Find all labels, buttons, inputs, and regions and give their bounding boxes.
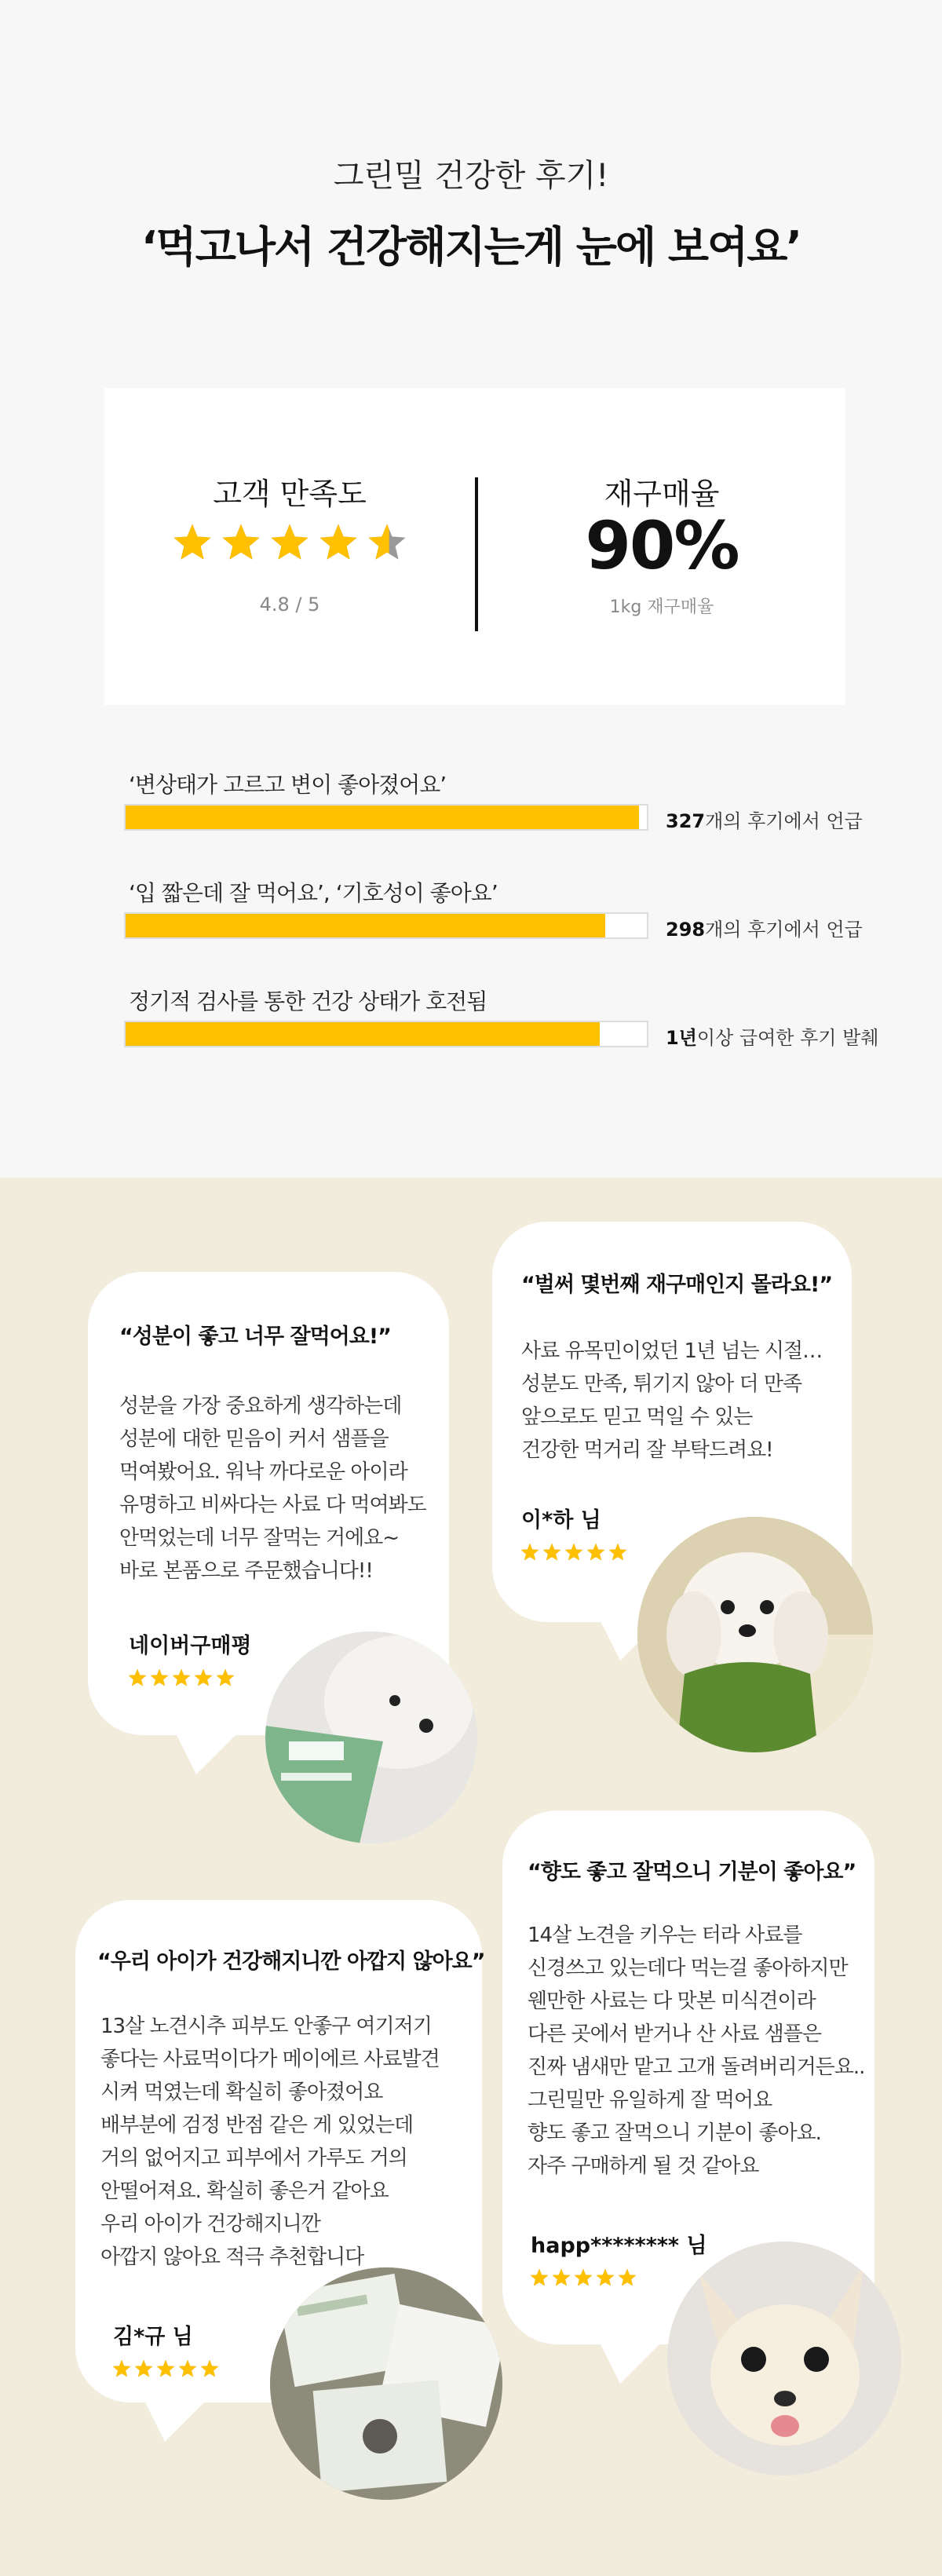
- mention-note: [666, 914, 863, 941]
- mention-note: [666, 1022, 878, 1050]
- mention-count: 1년: [666, 1027, 697, 1049]
- star-icon: [133, 2359, 154, 2379]
- star-icon: [542, 1542, 562, 1562]
- mention-fill: [126, 806, 639, 829]
- review-line: 아깝지 않아요 적극 추천합니다: [100, 2245, 364, 2269]
- rating-value: 4.8 / 5: [259, 594, 320, 616]
- review-line: 진짜 냄새만 맡고 고개 돌려버리거든요..: [528, 2055, 865, 2079]
- review-line: 건강한 먹거리 잘 부탁드려요!: [521, 1438, 773, 1462]
- star-icon: [177, 2359, 198, 2379]
- review-line: 웬만한 사료는 다 맛본 미식견이라: [528, 1990, 816, 2013]
- mention-note-text: 개의 후기에서 언급: [705, 919, 863, 941]
- review-stars: [111, 2359, 220, 2379]
- review-line: 앞으로도 믿고 먹일 수 있는: [521, 1405, 753, 1429]
- mention-fill: [126, 914, 605, 937]
- food-sample-packs-photo: [270, 2267, 502, 2500]
- mention-note-text: 이상 급여한 후기 발췌: [696, 1027, 879, 1049]
- star-icon: [573, 2267, 593, 2288]
- review-author: 이*하 님: [521, 1508, 601, 1533]
- review-author: 네이버구매평: [129, 1634, 252, 1658]
- star-icon: [193, 1668, 214, 1688]
- section-headline: ‘먹고나서 건강해지는게 눈에 보여요’: [141, 222, 801, 272]
- review-line: 다른 곳에서 받거나 산 사료 샘플은: [528, 2022, 821, 2046]
- mention-track: [124, 1021, 648, 1047]
- star-icon: [529, 2267, 550, 2288]
- star-icon: [617, 2267, 637, 2288]
- review-title: “우리 아이가 건강해지니깐 아깝지 않아요”: [97, 1949, 485, 1974]
- star-icon: [520, 1542, 540, 1562]
- review-line: 배부분에 검정 반점 같은 게 있었는데: [100, 2114, 414, 2137]
- maltese-dog-photo: [637, 1517, 873, 1752]
- review-line: 14살 노견을 키우는 터라 사료를: [528, 1924, 802, 1947]
- star-icon: [155, 2359, 176, 2379]
- review-body: [521, 1335, 822, 1467]
- review-stars: [127, 1668, 236, 1688]
- review-stars: [520, 1542, 628, 1562]
- review-line: 거의 없어지고 피부에서 가루도 거의: [100, 2147, 407, 2170]
- star-icon: [220, 521, 262, 564]
- mention-track: [124, 804, 648, 831]
- star-icon: [564, 1542, 584, 1562]
- satisfaction-stars: [104, 521, 475, 564]
- dog-with-food-bag-photo: [265, 1631, 477, 1843]
- repurchase-value: 90%: [585, 507, 739, 584]
- star-icon: [586, 1542, 606, 1562]
- review-line: 바로 본품으로 주문했습니다!!: [119, 1559, 373, 1583]
- mention-note-text: 개의 후기에서 언급: [705, 810, 863, 832]
- review-author: happ******** 님: [531, 2234, 707, 2258]
- review-author: 김*규 님: [113, 2325, 193, 2349]
- mention-fill: [126, 1022, 600, 1046]
- review-body: [100, 2010, 440, 2274]
- star-icon: [171, 521, 214, 564]
- review-body: [528, 1919, 864, 2183]
- review-line: 신경쓰고 있는데다 먹는걸 좋아하지만: [528, 1957, 848, 1980]
- mention-track: [124, 912, 648, 939]
- review-line: 먹여봤어요. 워낙 까다로운 아이라: [119, 1460, 407, 1484]
- star-icon: [171, 1668, 192, 1688]
- bubble-tail: [597, 2337, 667, 2384]
- mention-label: ‘입 짧은데 잘 먹어요’, ‘기호성이 좋아요’: [129, 880, 498, 906]
- mention-bar: [124, 876, 863, 941]
- review-line: 성분에 대한 믿음이 커서 샘플을: [119, 1427, 389, 1451]
- bubble-tail: [173, 1727, 243, 1774]
- mention-note: [666, 806, 863, 833]
- star-icon: [215, 1668, 236, 1688]
- review-title: “향도 좋고 잘먹으니 기분이 좋아요”: [528, 1860, 856, 1884]
- review-line: 시켜 먹였는데 확실히 좋아졌어요: [100, 2081, 383, 2104]
- mention-count: 298: [666, 919, 706, 941]
- review-line: 좋다는 사료먹이다가 메이에르 사료발견: [100, 2048, 440, 2071]
- review-line: 성분도 만족, 튀기지 않아 더 만족: [521, 1372, 802, 1396]
- reviews-section: [0, 1178, 942, 2576]
- star-icon: [268, 521, 311, 564]
- mention-bar: [124, 985, 879, 1049]
- star-icon: [199, 2359, 220, 2379]
- review-line: 우리 아이가 건강해지니깐: [100, 2212, 320, 2236]
- repurchase-label: 재구매율: [604, 477, 720, 511]
- star-icon: [551, 2267, 571, 2288]
- star-icon: [317, 521, 360, 564]
- star-icon: [608, 1542, 628, 1562]
- review-line: 사료 유목민이었던 1년 넘는 시절…: [521, 1339, 823, 1363]
- satisfaction-label: 고객 만족도: [213, 477, 367, 511]
- review-line: 안떨어져요. 확실히 좋은거 같아요: [100, 2180, 389, 2203]
- review-line: 유명하고 비싸다는 사료 다 먹여봐도: [119, 1493, 426, 1517]
- review-line: 13살 노견시추 피부도 안좋구 여기저기: [100, 2015, 432, 2038]
- chihuahua-photo: [667, 2242, 901, 2476]
- review-line: 안먹었는데 너무 잘먹는 거에요~: [119, 1526, 400, 1550]
- summary-section: [0, 0, 942, 1178]
- review-stars: [529, 2267, 637, 2288]
- repurchase-caption: 1kg 재구매율: [609, 597, 714, 617]
- star-icon: [366, 521, 408, 564]
- bubble-tail: [141, 2395, 212, 2442]
- mention-bar: [124, 768, 863, 832]
- review-title: “벌써 몇번째 재구매인지 몰라요!”: [521, 1273, 833, 1297]
- star-icon: [127, 1668, 148, 1688]
- mention-count: 327: [666, 810, 706, 832]
- review-line: 자주 구매하게 될 것 같아요: [528, 2154, 759, 2178]
- review-title: “성분이 좋고 너무 잘먹어요!”: [119, 1325, 391, 1349]
- star-icon: [111, 2359, 132, 2379]
- review-line: 향도 좋고 잘먹으니 기분이 좋아요.: [528, 2121, 821, 2145]
- mention-label: ‘변상태가 고르고 변이 좋아졌어요’: [129, 772, 447, 798]
- section-subtitle: 그린밀 건강한 후기!: [333, 158, 609, 194]
- mention-label: 정기적 검사를 통한 건강 상태가 호전됨: [129, 988, 487, 1014]
- review-line: 성분을 가장 중요하게 생각하는데: [119, 1394, 402, 1418]
- star-icon: [149, 1668, 170, 1688]
- star-icon: [595, 2267, 615, 2288]
- review-body: [119, 1390, 426, 1588]
- stats-card: [104, 388, 845, 705]
- review-line: 그린밀만 유일하게 잘 먹어요: [528, 2088, 772, 2112]
